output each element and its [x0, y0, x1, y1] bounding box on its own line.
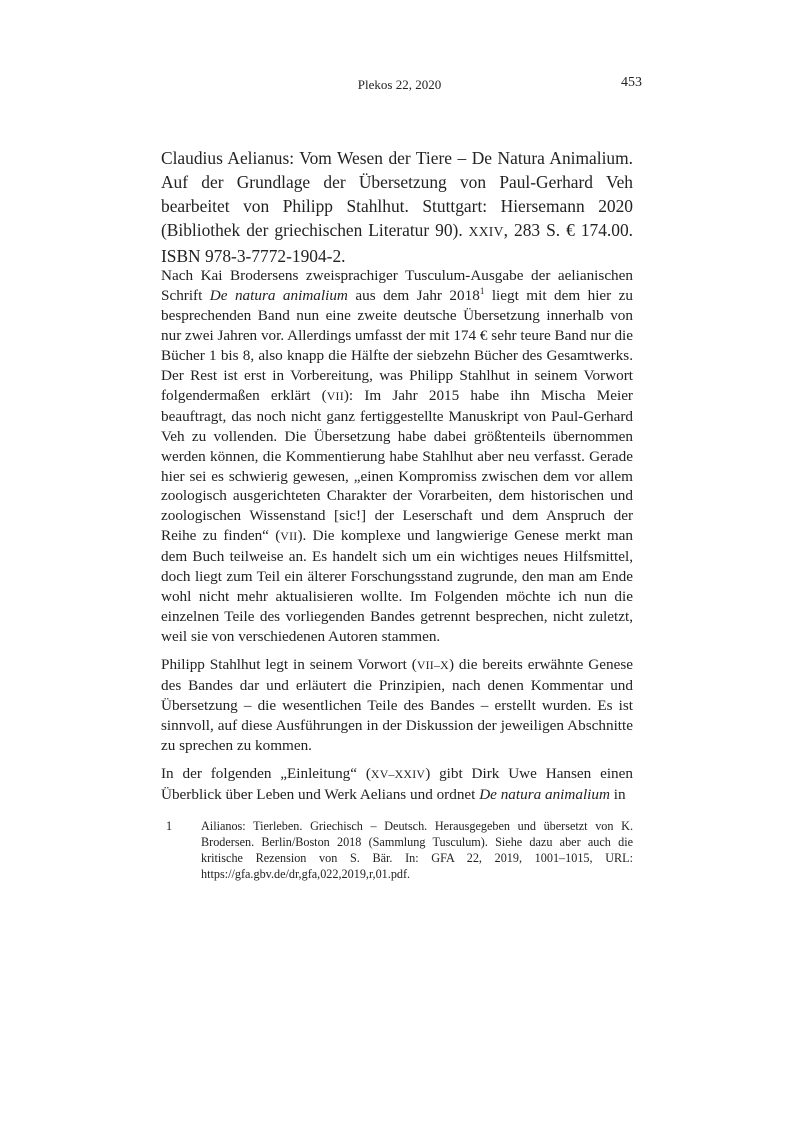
book-pages-roman: XXIV: [468, 224, 504, 239]
paragraph-1-text-c: liegt mit dem hier zu besprechenden Band nun eine zweite deutsche Übersetzung innerhalb von nur zwei Jahren vor. Allerdings umfasst der mit 174 € sehr teure Band nur die Bücher 1 bis 8, also knapp die Hälfte der siebzehn Bücher des Gesamtwerks. Der Rest ist erst in Vorbereitung, was Philipp Stahlhut in seinem Vorwort folgendermaßen erklärt (: [161, 286, 634, 404]
page-number: 453: [621, 75, 642, 90]
footnote-1: [161, 818, 633, 882]
paragraph-1-text-e: ). Die komplexe und langwierige Genese merkt man dem Buch teilweise an. Es handelt sich um ein wichtiges neues Hilfsmittel, doch liegt zum Teil ein älterer Forschungsstand zugrunde, den man am Ende wohl nicht mehr aktualisieren wollte. Im Folgenden möchte ich nun die einzelnen Teile des vorliegenden Bandes getrennt besprechen, nicht zuletzt, weil sie von verschiedenen Autoren stammen.: [161, 527, 633, 646]
page-reference: VII: [326, 388, 344, 403]
paragraph-2-text-a: Philipp Stahlhut legt in seinem Vorwort (: [161, 656, 417, 674]
paragraph-1-text-a: Nach Kai Brodersens zweisprachiger Tusculum-Ausgabe der aelianischen Schrift: [161, 267, 633, 304]
paragraph-2: [161, 655, 633, 756]
book-citation: [161, 146, 633, 268]
paragraph-3-text-b: ) gibt Dirk Uwe Hansen einen Überblick über Leben und Werk Aelians und ordnet: [161, 764, 633, 803]
paragraph-1-text-b: aus dem Jahr 2018: [347, 286, 480, 304]
page-reference: VII–X: [416, 658, 449, 673]
paragraph-3-text-a: In der folgenden „Einleitung“ (: [161, 764, 371, 782]
work-title: De natura animalium: [209, 286, 348, 304]
work-title: De natura animalium: [479, 785, 610, 803]
footnote-text: Ailianos: Tierleben. Griechisch – Deutsch. Herausgegeben und übersetzt von K. Brodersen. Berlin/Boston 2018 (Sammlung Tusculum). Siehe dazu aber auch die kritische Rezension von S. Bär. In: GFA 22, 2019, 1001–1015, URL: https://gfa.gbv.de/dr,gfa,022,2019,r,01.pdf.: [201, 819, 633, 881]
footnote-number: 1: [166, 819, 173, 833]
paragraph-3: [161, 764, 633, 805]
book-citation-details: , 283 S. € 174.00. ISBN 978-3-7772-1904-2.: [161, 220, 633, 266]
footnote-reference[interactable]: 1: [479, 285, 485, 296]
page-reference: XV–XXIV: [370, 766, 426, 781]
paragraph-3-text-c: in: [609, 785, 626, 803]
paragraph-2-text-b: ) die bereits erwähnte Genese des Bandes dar und erläutert die Prinzipien, nach denen Kommentar und Übersetzung – die wesentlichen Teile des Bandes – erstellt wurden. Es ist sinnvoll, auf diese Ausführungen in der Diskussion der jeweiligen Abschnitte zu sprechen zu kommen.: [161, 656, 633, 754]
running-header-journal: Plekos 22, 2020: [357, 77, 442, 92]
paragraph-1: [161, 266, 633, 647]
page-reference: VII: [280, 529, 298, 544]
review-body: [161, 266, 633, 813]
paragraph-1-text-d: ): Im Jahr 2015 habe ihn Mischa Meier beauftragt, das noch nicht ganz fertiggestellte Manuskript von Paul-Gerhard Veh zu vollenden. Die Übersetzung habe dabei größtenteils übernommen werden können, die Kommentierung habe Stahlhut aber neu verfasst. Gerade hier sei es schwierig gewesen, „einen Kompromiss zwischen dem vor allem zoologisch ausgerichteten Charakter der Vorarbeiten, dem historischen und zoologischen Wissenstand [sic!] der Leserschaft und dem Anspruch der Reihe zu finden“ (: [161, 386, 633, 545]
book-citation-text: Claudius Aelianus: Vom Wesen der Tiere – De Natura Animalium. Auf der Grundlage der Übersetzung von Paul-Gerhard Veh bearbeitet von Philipp Stahlhut. Stuttgart: Hiersemann 2020 (Bibliothek der griechischen Literatur 90).: [161, 148, 633, 240]
